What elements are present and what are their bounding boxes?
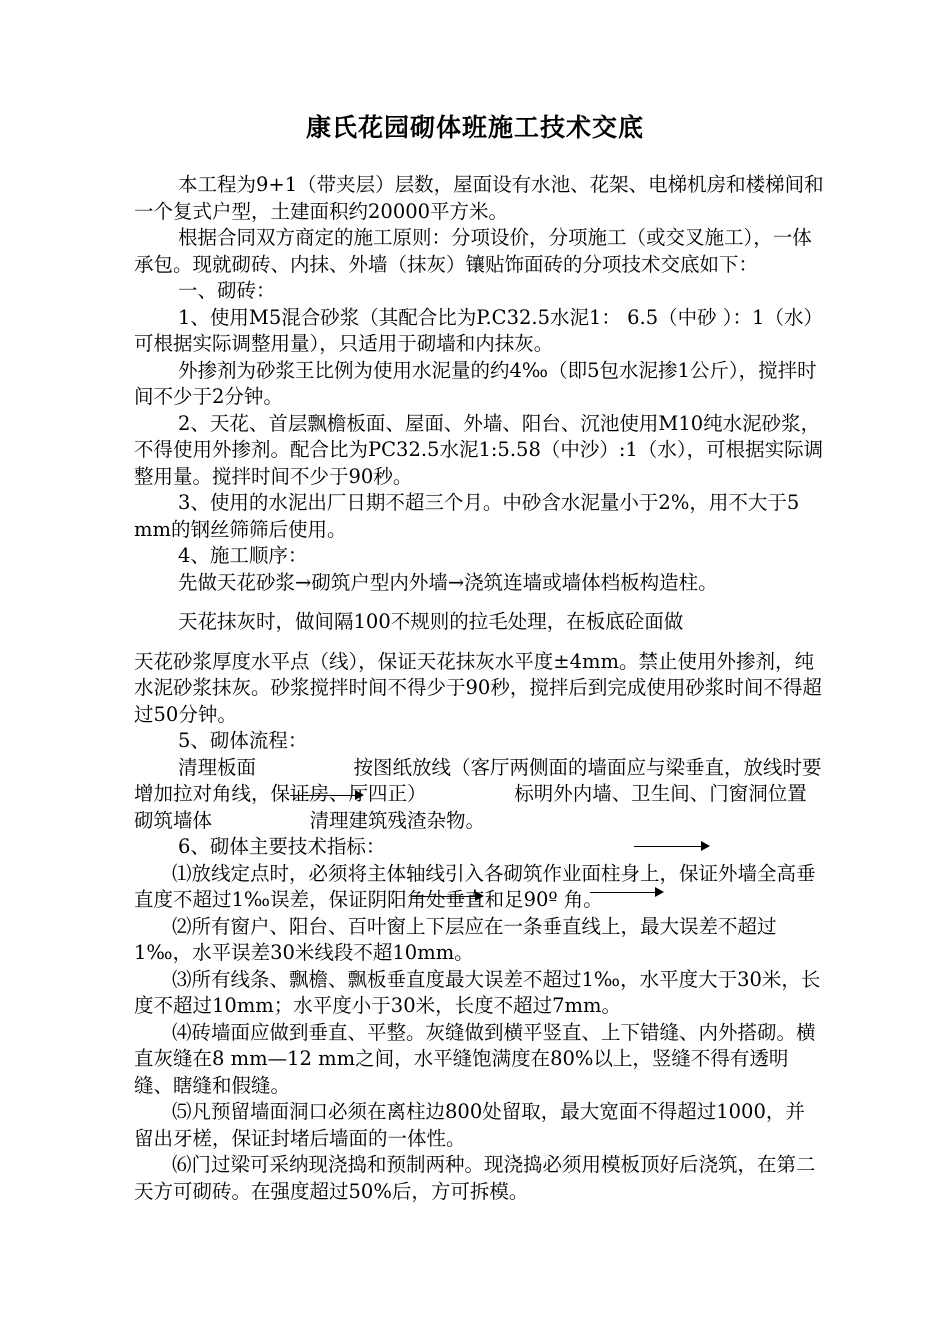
- section-heading-masonry: 一、砌砖：: [178, 279, 276, 302]
- spec-item-3: ⑶所有线条、飘檐、飘板垂直度最大误差不超过1‰，水平度大于30米，长度不超过10mm；水平度小于30米，长度不超过7mm。: [134, 967, 821, 1017]
- spec-item-6: ⑹门过梁可采纳现浇捣和预制两种。现浇捣必须用模板顶好后浇筑，在第二天方可砌砖。在强度超过50%后，方可拆模。: [134, 1153, 816, 1203]
- paragraph-sequence: 先做天花砂浆→砌筑户型内外墙→浇筑连墙或墙体档板构造柱。: [178, 570, 718, 594]
- paragraph-item-5: 5、砌体流程：: [178, 729, 308, 752]
- flow-arrow-icon: [590, 892, 662, 893]
- paragraph-intro: 本工程为9+1（带夹层）层数，屋面设有水池、花架、电梯机房和楼梯间和一个复式户型，土建面积约20000平方米。: [134, 173, 824, 223]
- paragraph-item-3: 3、使用的水泥出厂日期不超三个月。中砂含水泥量小于2%，用不大于5 mm的钢丝筛筛后使用。: [134, 491, 800, 541]
- spec-item-5: ⑸凡预留墙面洞口必须在离柱边800处留取，最大宽面不得超过1000，并留出牙槎，保证封堵后墙面的一体性。: [134, 1100, 805, 1150]
- paragraph-ceiling-continued: 天花砂浆厚度水平点（线），保证天花抹灰水平度±4mm。禁止使用外掺剂，纯水泥砂浆抹灰。砂浆搅拌时间不得少于90秒，搅拌后到完成使用砂浆时间不得超过50分钟。: [134, 649, 822, 726]
- document-body: [134, 172, 905, 1205]
- flow-arrow-icon: [634, 846, 708, 847]
- paragraph-item-4: 4、施工顺序：: [178, 544, 308, 567]
- paragraph-flow: 清理板面 按图纸放线（客厅两侧面的墙面应与梁垂直，放线时要增加拉对角线，保证房、厅四正） 标明外内墙、卫生间、门窗洞位置 砌筑墙体 清理建筑残渣杂物。: [134, 755, 905, 832]
- paragraph-ceiling: 天花抹灰时，做间隔100不规则的拉毛处理，在板底砼面做: [178, 610, 684, 633]
- spec-item-4: ⑷砖墙面应做到垂直、平整。灰缝做到横平竖直、上下错缝、内外搭砌。横直灰缝在8 mm—12 mm之间，水平缝饱满度在80%以上，竖缝不得有透明缝、瞎缝和假缝。: [134, 1020, 816, 1097]
- paragraph-item-6: 6、砌体主要技术指标：: [178, 835, 386, 858]
- paragraph-item-2: 2、天花、首层飘檐板面、屋面、外墙、阳台、沉池使用M10纯水泥砂浆，不得使用外掺剂。配合比为PC32.5水泥1:5.58（中沙）:1（水），可根据实际调整用量。搅拌时间不少于90秒。: [134, 411, 824, 488]
- flow-arrow-icon: [412, 896, 482, 897]
- paragraph-item-1: 1、使用M5混合砂浆（其配合比为P.C32.5水泥1： 6.5（中砂 ）：1（水）可根据实际调整用量），只适用于砌墙和内抹灰。: [134, 305, 823, 355]
- flow-arrow-icon: [290, 795, 362, 796]
- paragraph-admixture: 外掺剂为砂浆王比例为使用水泥量的约4‰（即5包水泥掺1公斤），搅拌时间不少于2分钟。: [134, 358, 817, 408]
- document-title: 康氏花园砌体班施工技术交底: [305, 113, 644, 142]
- spec-item-2: ⑵所有窗户、阳台、百叶窗上下层应在一条垂直线上，最大误差不超过1‰，水平误差30米线段不超10mm。: [134, 914, 777, 964]
- paragraph-principle: 根据合同双方商定的施工原则：分项设价，分项施工（或交叉施工），一体承包。现就砌砖、内抹、外墙（抹灰）镶贴饰面砖的分项技术交底如下：: [134, 226, 812, 276]
- spec-item-1: ⑴放线定点时，必须将主体轴线引入各砌筑作业面柱身上，保证外墙全高垂直度不超过1‰误差，保证阴阳角处垂直和足90º 角。: [134, 861, 816, 911]
